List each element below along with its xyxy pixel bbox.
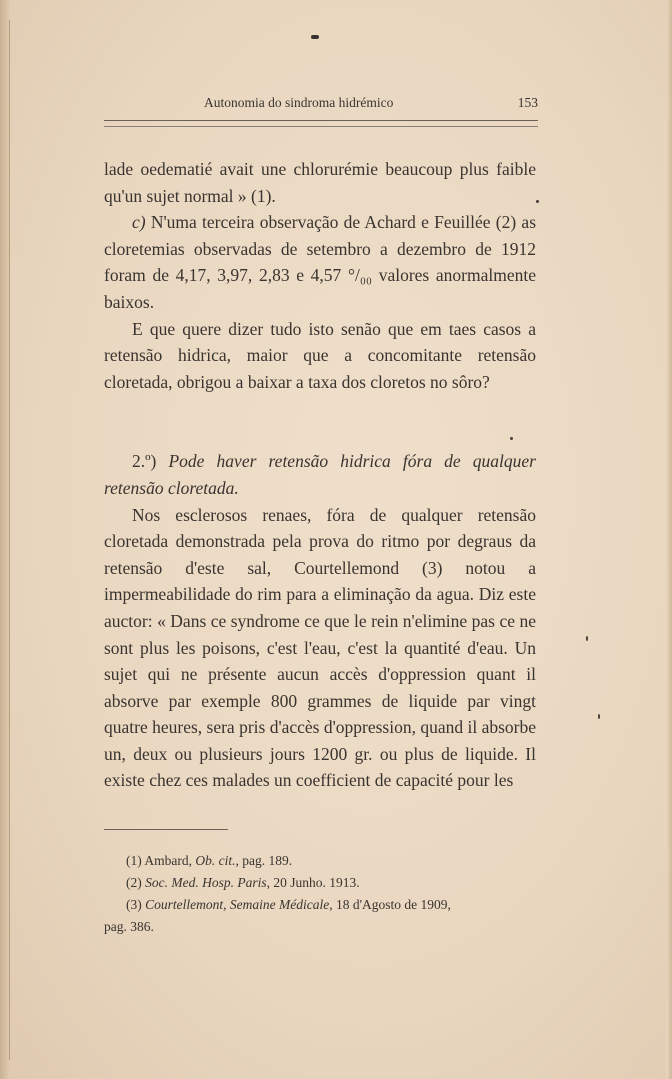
- running-title: Autonomia do sindroma hidrémico: [204, 95, 394, 110]
- section-number: 2.º): [132, 451, 157, 472]
- ink-mark: [311, 35, 319, 39]
- page-right-edge: [666, 0, 672, 1079]
- footnote-3: [104, 894, 536, 916]
- footnote-marker: (2): [126, 875, 142, 890]
- section-gap: [104, 395, 536, 448]
- paper-speck: [586, 636, 588, 641]
- footnote-text: Ambard,: [141, 853, 196, 868]
- section-heading: [104, 448, 536, 501]
- paragraph-question: E que quere dizer tudo isto senão que em taes casos a retensão hidrica, maior que a concomitante retensão cloretada, obrigou a baixar a taxa dos cloretos no sôro?: [104, 318, 536, 392]
- footnote-marker: (1): [126, 853, 142, 868]
- footnotes: [104, 850, 536, 938]
- footnote-marker: (3): [126, 897, 142, 912]
- header-rule: [104, 120, 538, 121]
- paragraph-courtellemond: Nos esclerosos renaes, fóra de qualquer retensão cloretada demonstrada pela prova do ritmo por degraus da retensão d'este sal, Courtellemond (3) notou a impermeabilidade do rim para a eliminação da agua. Diz este auctor: « Dans ce syndrome ce que le rein n'elimine pas ce ne sont plus les poisons, c'est l'eau, c'est la quantité d'eau. Un sujet qui ne présente aucun accès d'oppression quant il absorve par exemple 800 grammes de liquide par vingt quatre heures, sera pris d'accès d'oppression, quand il absorbe un, deux ou plusieurs jours 1200 gr. ou plus de liquide. Il existe chez ces malades un coefficient de capacité pour les: [104, 504, 536, 791]
- footnote-2: [104, 872, 536, 894]
- running-head: [104, 93, 538, 113]
- footnote-text: , 18 d'Agosto de 1909,: [329, 897, 451, 912]
- footnote-text: , 20 Junho. 1913.: [266, 875, 360, 890]
- paragraph-continuation: lade oedematié avait une chlorurémie beaucoup plus faible qu'un sujet normal » (1).: [104, 159, 536, 206]
- footnote-3-continuation: pag. 386.: [104, 919, 154, 934]
- paragraph-text: N'uma terceira observação de Achard e Feuillée (2) as cloretemias observadas de setembro a dezembro de 1912 foram de 4,17, 3,97, 2,83 e 4,57 °/₀₀ valores anormalmente baixos.: [104, 212, 536, 312]
- footnote-italic: Soc. Med. Hosp. Paris: [141, 875, 267, 890]
- paper-speck: [536, 200, 539, 203]
- page-number: 153: [517, 95, 538, 110]
- header-rule-secondary: [104, 126, 538, 127]
- footnote-rule: [104, 829, 228, 830]
- paragraph-observation-c: [104, 209, 536, 315]
- footnote-italic: Ob. cit.: [195, 853, 236, 868]
- footnote-1: [104, 850, 536, 872]
- footnote-italic: Courtellemont, Semaine Médicale: [141, 897, 330, 912]
- paper-speck: [598, 714, 600, 719]
- binding-line: [9, 20, 10, 1060]
- section-heading-text: Pode haver retensão hidrica fóra de qualquer retensão cloretada.: [104, 451, 536, 498]
- paper-speck: [510, 437, 513, 440]
- footnote-text: , pag. 189.: [235, 853, 293, 868]
- body-text: [104, 156, 536, 794]
- list-label: c): [132, 212, 146, 233]
